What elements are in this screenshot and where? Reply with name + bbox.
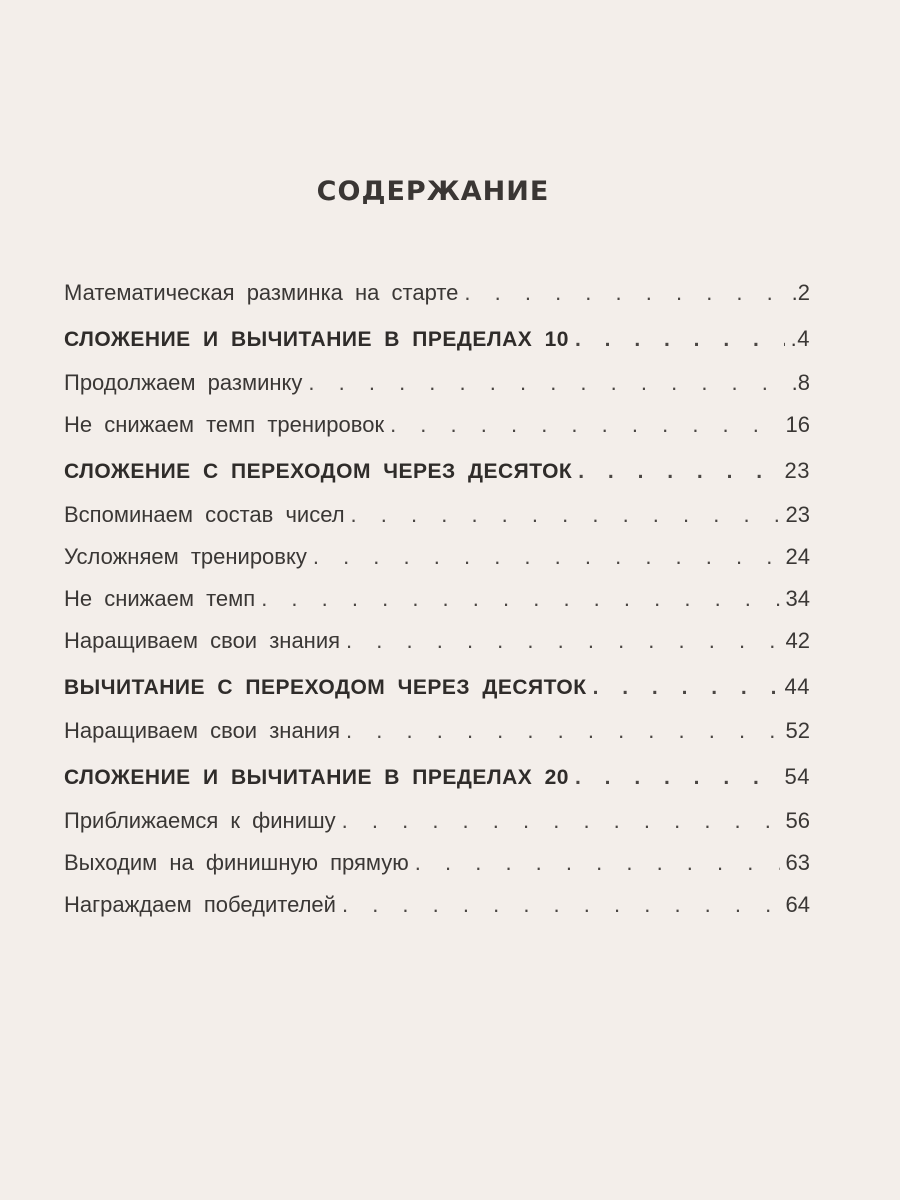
toc-section-heading bbox=[64, 764, 810, 808]
toc-entry bbox=[64, 586, 810, 628]
toc-section-heading bbox=[64, 326, 810, 370]
toc-entry bbox=[64, 370, 810, 412]
toc-section-heading bbox=[64, 458, 810, 502]
toc-entry bbox=[64, 412, 810, 454]
toc-page-number: 52 bbox=[785, 718, 810, 743]
toc-leader-dots bbox=[342, 892, 780, 918]
toc-entry-label: Не снижаем темп bbox=[64, 586, 256, 611]
toc-page-number: .2 bbox=[791, 280, 810, 305]
toc-entry-label: Наращиваем свои знания bbox=[64, 628, 341, 653]
toc-page-number: .4 bbox=[790, 326, 810, 351]
toc-entry-label: СЛОЖЕНИЕ И ВЫЧИТАНИЕ В ПРЕДЕЛАХ 10 bbox=[64, 328, 569, 351]
toc-entry-label: Продолжаем разминку bbox=[64, 370, 303, 395]
toc-entry bbox=[64, 718, 810, 760]
toc-leader-dots bbox=[575, 328, 785, 352]
toc-entry bbox=[64, 892, 810, 934]
toc-leader-dots bbox=[261, 586, 779, 612]
toc-leader-dots bbox=[464, 280, 785, 306]
toc-leader-dots bbox=[346, 718, 779, 744]
toc-leader-dots bbox=[575, 766, 779, 790]
toc-leader-dots bbox=[415, 850, 780, 876]
toc-page-number: 16 bbox=[785, 412, 810, 437]
page-title: СОДЕРЖАНИЕ bbox=[316, 176, 550, 207]
toc-entry-label: Математическая разминка на старте bbox=[64, 280, 459, 305]
toc-page-number: 44 bbox=[784, 674, 810, 699]
toc-leader-dots bbox=[308, 370, 785, 396]
toc-page-number: 56 bbox=[785, 808, 810, 833]
toc-page-number: 42 bbox=[785, 628, 810, 653]
toc-leader-dots bbox=[390, 412, 779, 438]
toc-leader-dots bbox=[351, 502, 780, 528]
toc-entry bbox=[64, 502, 810, 544]
toc-entry-label: СЛОЖЕНИЕ И ВЫЧИТАНИЕ В ПРЕДЕЛАХ 20 bbox=[64, 766, 569, 789]
toc-section-heading bbox=[64, 674, 810, 718]
toc-leader-dots bbox=[593, 676, 779, 700]
toc-leader-dots bbox=[346, 628, 779, 654]
toc-page-number: 23 bbox=[784, 458, 810, 483]
toc-page-number: 63 bbox=[785, 850, 810, 875]
toc-entry-label: Выходим на финишную прямую bbox=[64, 850, 409, 875]
toc-leader-dots bbox=[342, 808, 780, 834]
toc-page-number: 54 bbox=[784, 764, 810, 789]
toc-entry-label: Приближаемся к финишу bbox=[64, 808, 336, 833]
toc-entry bbox=[64, 628, 810, 670]
toc-entry-label: ВЫЧИТАНИЕ С ПЕРЕХОДОМ ЧЕРЕЗ ДЕСЯТОК bbox=[64, 676, 587, 699]
toc-page-number: 24 bbox=[785, 544, 810, 569]
toc-leader-dots bbox=[578, 460, 778, 484]
toc-entry-label: Вспоминаем состав чисел bbox=[64, 502, 345, 527]
toc-entry bbox=[64, 850, 810, 892]
table-of-contents bbox=[64, 280, 810, 934]
toc-entry-label: Усложняем тренировку bbox=[64, 544, 307, 569]
toc-page-number: .8 bbox=[791, 370, 810, 395]
toc-entry-label: СЛОЖЕНИЕ С ПЕРЕХОДОМ ЧЕРЕЗ ДЕСЯТОК bbox=[64, 460, 573, 483]
toc-entry bbox=[64, 808, 810, 850]
toc-entry bbox=[64, 544, 810, 586]
toc-entry-label: Не снижаем темп тренировок bbox=[64, 412, 385, 437]
toc-entry bbox=[64, 280, 810, 322]
toc-entry-label: Наращиваем свои знания bbox=[64, 718, 341, 743]
toc-entry-label: Награждаем победителей bbox=[64, 892, 336, 917]
toc-page-number: 34 bbox=[785, 586, 810, 611]
toc-leader-dots bbox=[313, 544, 780, 570]
toc-page-number: 64 bbox=[785, 892, 810, 917]
toc-page-number: 23 bbox=[785, 502, 810, 527]
